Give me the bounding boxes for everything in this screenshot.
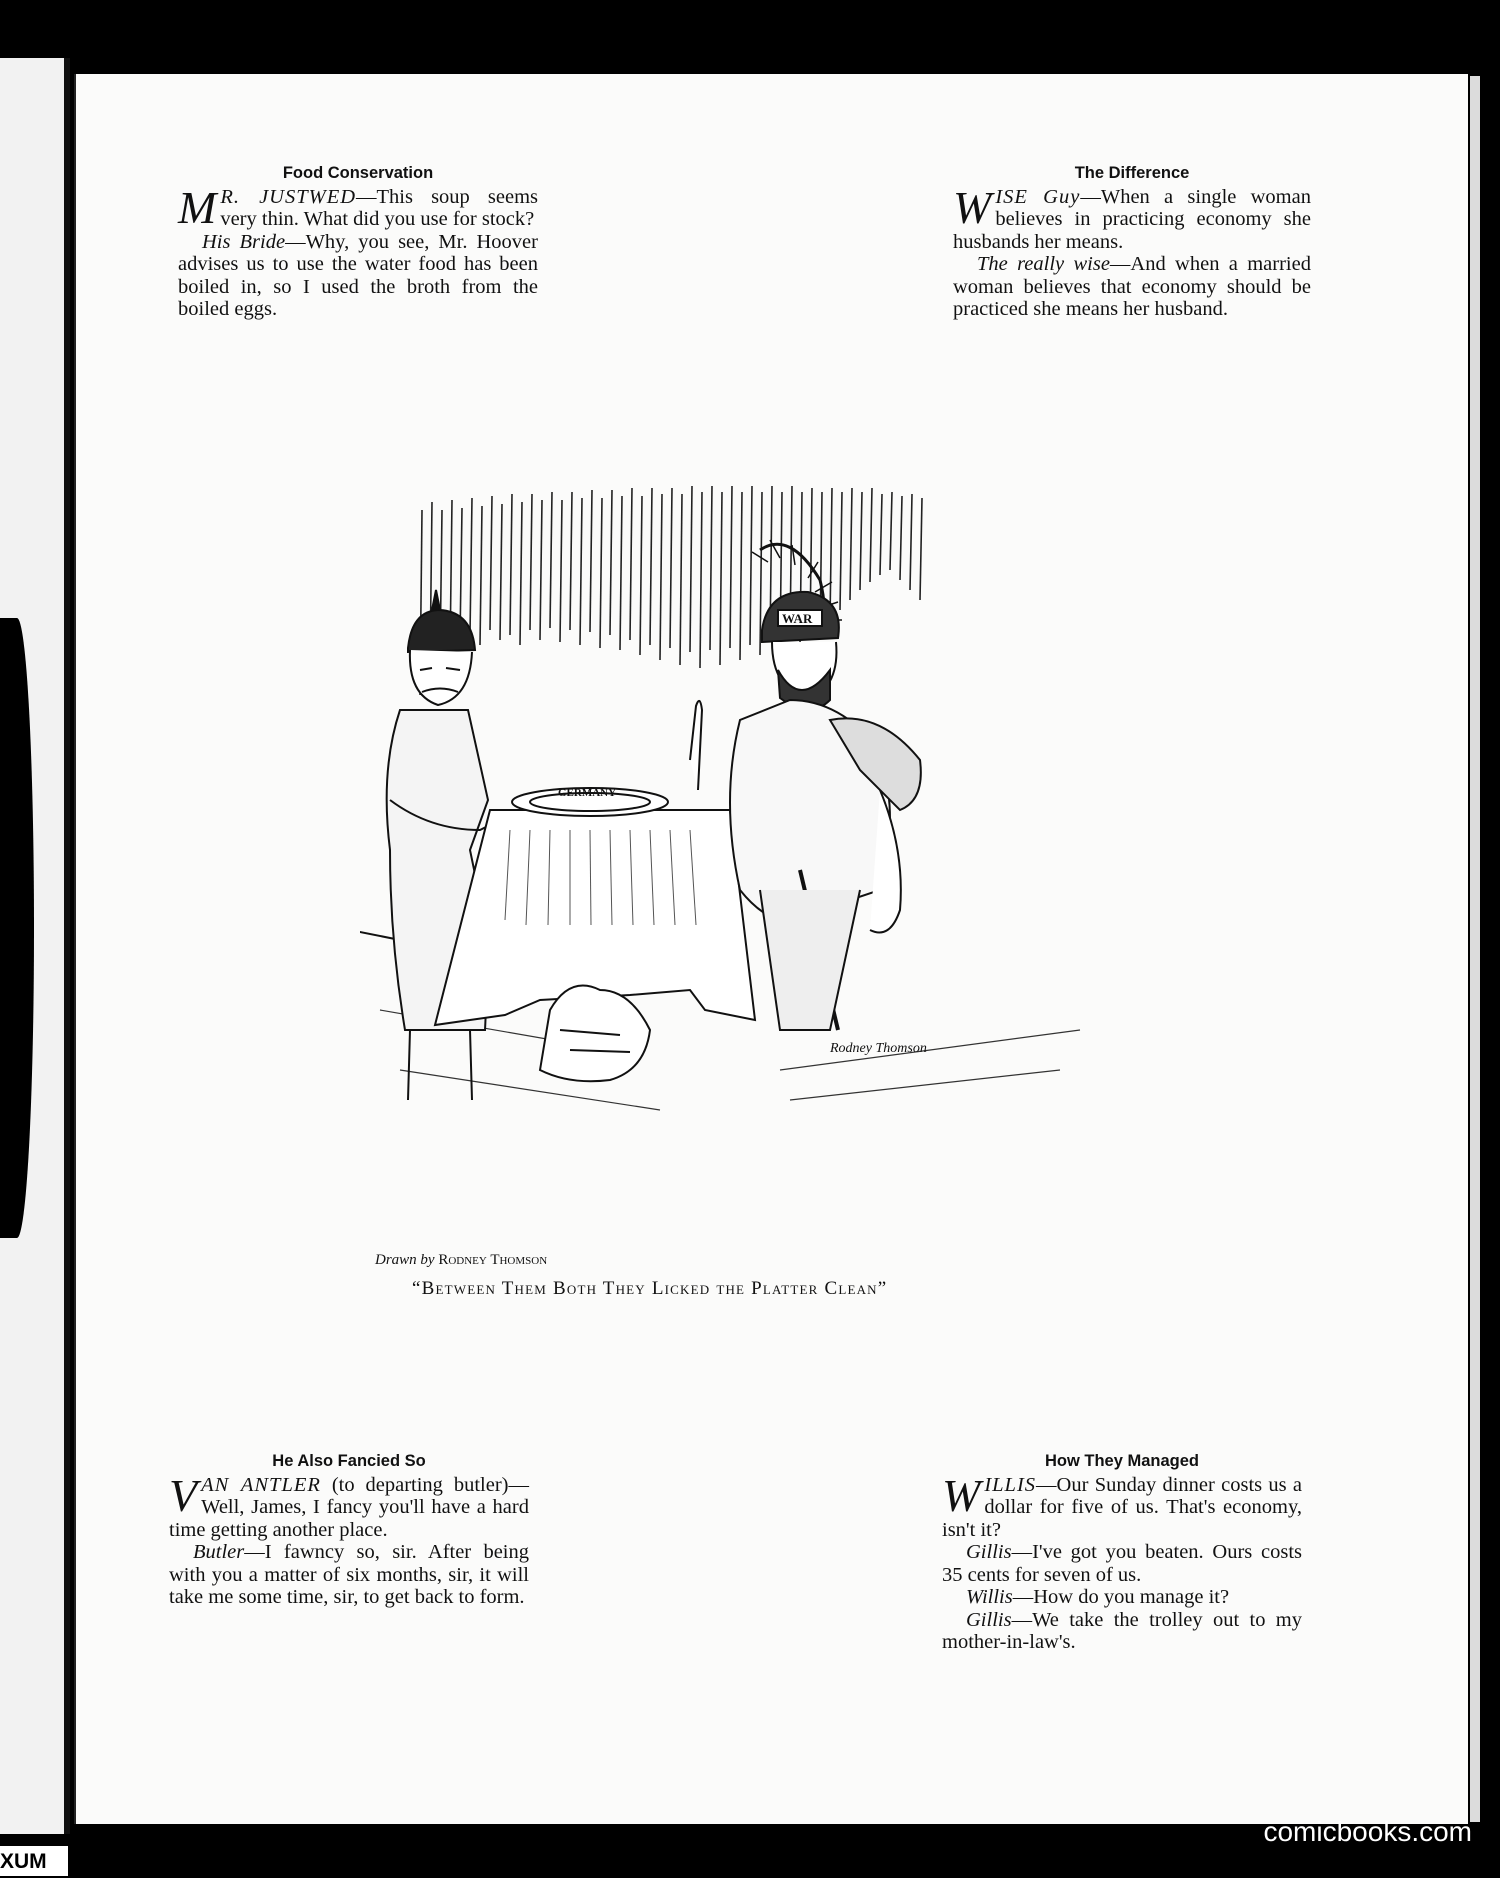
article-text: —We take the trolley out to my mother-in-law's. (942, 1608, 1302, 1653)
facing-page-edge (0, 58, 70, 1834)
illustration-caption: “Between Them Both They Licked the Platter Clean” (412, 1278, 888, 1299)
article-text: —And when a married woman believes that economy should be practiced she means her husband. (953, 253, 1311, 320)
speaker-name: His Bride (202, 230, 286, 253)
credit-artist: Rodney Thomson (438, 1252, 548, 1268)
plate-label: GERMANY (558, 787, 617, 799)
drop-cap: M (178, 181, 217, 233)
drop-cap: W (942, 1469, 981, 1521)
article-text: —How do you manage it? (1012, 1586, 1230, 1608)
rain-hatching (420, 486, 922, 695)
site-watermark: comicbooks.com (1263, 1816, 1472, 1847)
article-text: —When a single woman believes in practicing economy she husbands her means. (953, 185, 1311, 253)
article-lead: R. JUSTWED (220, 185, 357, 208)
article-lead: ISE Guy (995, 185, 1081, 208)
article-he-also-fancied-so (169, 1450, 529, 1609)
article-lead: AN ANTLER (201, 1473, 321, 1496)
cartoon-illustration (360, 470, 1090, 1250)
speaker-name: Butler (193, 1541, 245, 1563)
illustration-credit (375, 1252, 547, 1269)
speaker-name: The really wise (977, 253, 1110, 275)
article-how-they-managed (942, 1450, 1302, 1654)
article-food-conservation (178, 162, 538, 321)
speaker-name: Willis (966, 1586, 1013, 1608)
helmet-label: WAR (782, 611, 813, 626)
small-figure-under-table (540, 986, 650, 1082)
article-text: —I've got you beaten. Ours costs 35 cents for seven of us. (942, 1541, 1302, 1586)
article-text: —Our Sunday dinner costs us a dollar for five of us. That's economy, isn't it? (942, 1473, 1302, 1541)
article-title: How They Managed (1044, 1452, 1200, 1470)
article-text: (to departing butler)—Well, James, I fancy you'll have a hard time getting another place. (169, 1473, 529, 1541)
article-lead: ILLIS (984, 1473, 1037, 1496)
article-the-difference (953, 162, 1311, 321)
article-text: —Why, you see, Mr. Hoover advises us to use the water food has been boiled in, so I used the broth from the boiled eggs. (178, 230, 538, 320)
page-edge (1470, 76, 1480, 1822)
speaker-name: Gillis (966, 1541, 1012, 1563)
drop-cap: V (169, 1469, 198, 1521)
article-title: He Also Fancied So (272, 1452, 426, 1470)
facing-page-shadow (0, 618, 34, 1238)
drop-cap: W (953, 181, 992, 233)
corner-tag: XUM (0, 1846, 68, 1876)
speaker-name: Gillis (966, 1608, 1012, 1631)
article-title: Food Conservation (282, 164, 434, 182)
credit-prefix: Drawn by (375, 1252, 435, 1268)
article-title: The Difference (1074, 164, 1190, 182)
artist-signature: Rodney Thomson (830, 1041, 927, 1056)
article-text: —This soup seems very thin. What did you use for stock? (220, 185, 538, 230)
article-text: —I fawncy so, sir. After being with you a matter of six months, sir, it will take me some time, sir, to get back to form. (169, 1541, 529, 1608)
